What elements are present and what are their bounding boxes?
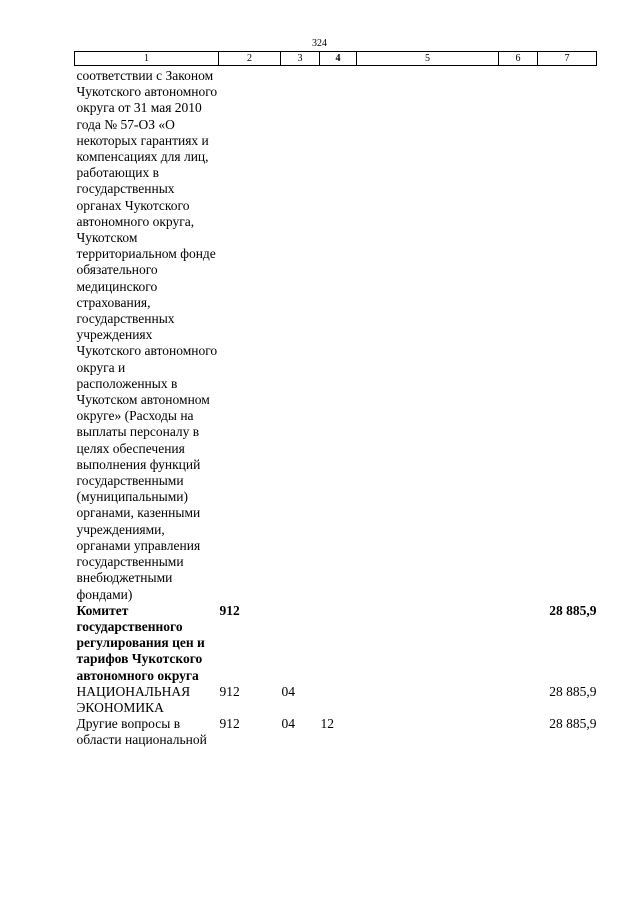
row-expense-type [499, 684, 538, 716]
row-section-code [281, 66, 320, 603]
row-amount [538, 66, 597, 603]
row-section-code: 04 [281, 683, 295, 699]
row-amount: 28 885,9 [549, 716, 597, 732]
column-header-3: 3 [281, 52, 320, 66]
row-subsection-code [320, 603, 357, 684]
column-header-1: 1 [75, 52, 219, 66]
row-grbs-code: 912 [219, 683, 240, 699]
row-expense-type [499, 716, 538, 748]
row-grbs-code: 912 [219, 602, 240, 618]
row-section-code: 04 [281, 716, 295, 732]
column-header-2: 2 [219, 52, 281, 66]
column-header-7: 7 [538, 52, 597, 66]
column-header-4: 4 [320, 52, 357, 66]
table-body [75, 66, 597, 749]
page-number: 324 [312, 38, 327, 49]
row-description: Другие вопросы в области национальной [76, 716, 207, 748]
row-amount: 28 885,9 [549, 683, 597, 699]
row-description: НАЦИОНАЛЬНАЯ ЭКОНОМИКА [76, 683, 191, 715]
row-target-article [357, 684, 499, 716]
row-grbs-code [219, 66, 281, 603]
row-grbs-code: 912 [219, 716, 240, 732]
row-description: соответствии с Законом Чукотского автономного округа от 31 мая 2010 года № 57-ОЗ «О некоторых гарантиях и компенсациях для лиц, работающих в государственных органах Чукотского автономного округа, Чукотском территориальном фонде обязательного медицинского страхования, государственных учреждениях Чукотского автономного округа и расположенных в Чукотском автономном округе» (Расходы на выплаты персоналу в целях обеспечения выполнения функций государственными (муниципальными) органами, казенными учреждениями, органами управления государственными внебюджетными фондами) [76, 68, 218, 602]
column-header-6: 6 [499, 52, 538, 66]
table-header [75, 52, 597, 66]
row-target-article [357, 66, 499, 603]
row-amount: 28 885,9 [549, 602, 597, 618]
row-target-article [357, 603, 499, 684]
row-description: Комитет государственного регулирования цен и тарифов Чукотского автономного округа [76, 602, 205, 683]
column-header-5: 5 [357, 52, 499, 66]
row-subsection-code [320, 684, 357, 716]
header-row [75, 52, 597, 66]
row-expense-type [499, 603, 538, 684]
budget-table [74, 51, 597, 749]
table-row [75, 684, 597, 716]
table-row [75, 603, 597, 684]
row-subsection-code: 12 [320, 716, 334, 732]
row-target-article [357, 716, 499, 748]
row-subsection-code [320, 66, 357, 603]
table-row [75, 716, 597, 748]
row-section-code [281, 603, 320, 684]
table-row [75, 66, 597, 603]
row-expense-type [499, 66, 538, 603]
